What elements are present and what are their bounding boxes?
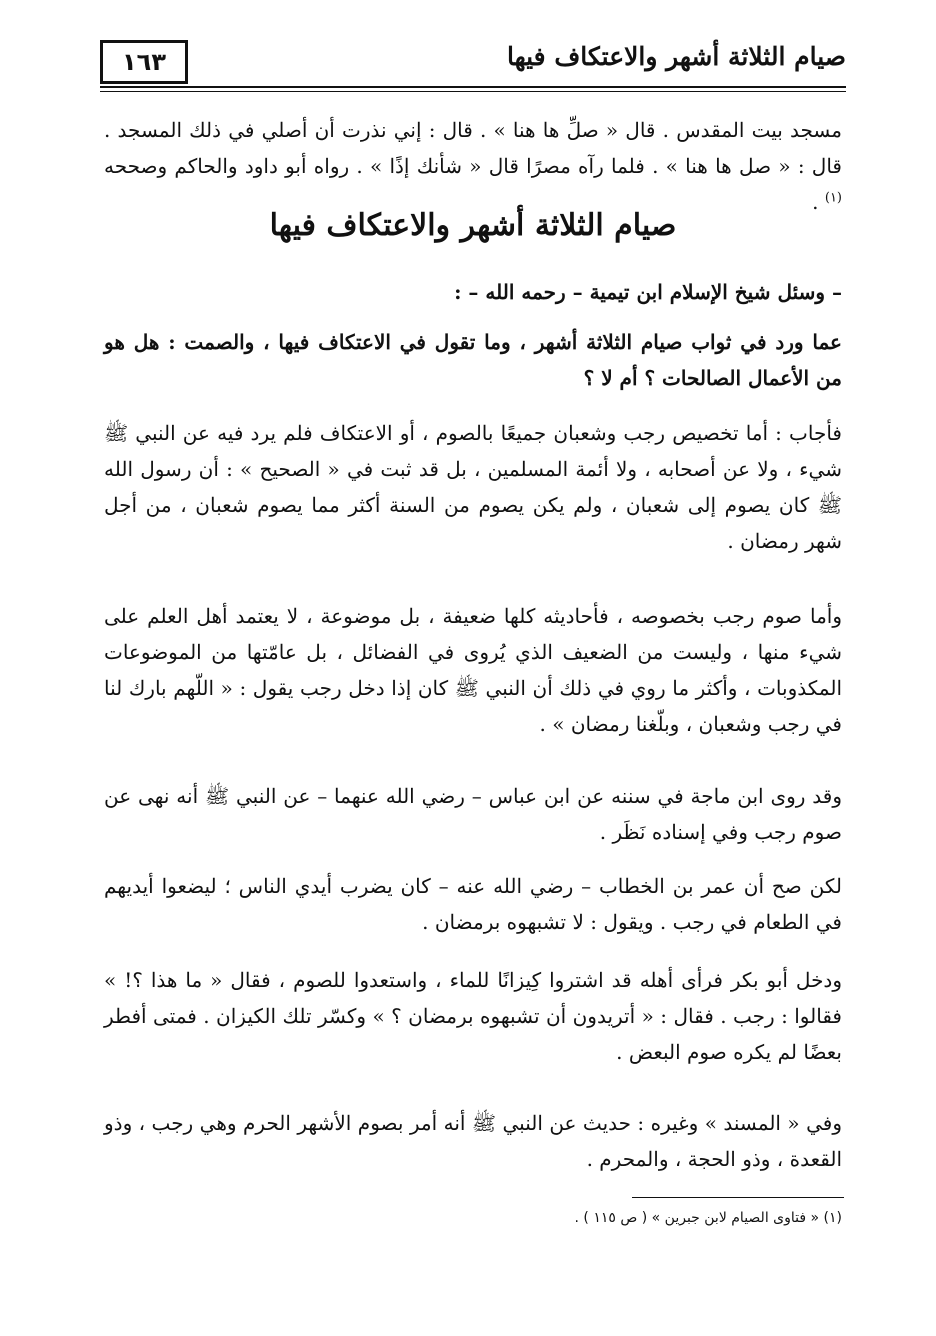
intro-end: . [812, 190, 825, 214]
rajab-paragraph: وأما صوم رجب بخصوصه ، فأحاديثه كلها ضعيفة ، بل موضوعة ، لا يعتمد أهل العلم على شيء منها ، وليست من الضعيف الذي يُروى في الفضائل ، بل عامّتها من الموضوعات المكذوبات ، وأكثر ما روي في ذلك أن النبي ﷺ كان إذا دخل رجب يقول : « اللّهم بارك لنا في رجب وشعبان ، وبلّغنا رمضان » . [104, 604, 843, 736]
footnote: (١) « فتاوى الصيام لابن جبرين » ( ص ١١٥ ) . [574, 1210, 842, 1226]
musnad-paragraph: وفي « المسند » وغيره : حديث عن النبي ﷺ أنه أمر بصوم الأشهر الحرم وهي رجب ، وذو القعدة ، وذو الحجة ، والمحرم . [104, 1111, 842, 1171]
ibn-majah-paragraph: وقد روى ابن ماجة في سننه عن ابن عباس – رضي الله عنهما – عن النبي ﷺ أنه نهى عن صوم رجب وفي إسناده نَظَر . [104, 784, 842, 844]
abu-bakr-paragraph: ودخل أبو بكر فرأى أهله قد اشتروا كِيزانًا للماء ، واستعدوا للصوم ، فقال « ما هذا ؟! » فقالوا : رجب . فقال : « أتريدون أن تشبهوه برمضان ؟ » وكسّر تلك الكيزان . فمتى أفطر بعضًا لم يكره صوم البعض . [104, 968, 842, 1064]
footnote-rule [632, 1197, 844, 1198]
intro-text: مسجد بيت المقدس . قال « صلِّ ها هنا » . قال : إني نذرت أن أصلي في ذلك المسجد . قال : « صل ها هنا » . فلما رآه مصرًا قال « شأنك إذًا » . رواه أبو داود والحاكم وصححه [104, 118, 842, 178]
answer-paragraph: فأجاب : أما تخصيص رجب وشعبان جميعًا بالصوم ، أو الاعتكاف فلم يرد فيه عن النبي ﷺ شيء ، ولا عن أصحابه ، ولا أئمة المسلمين ، بل قد ثبت في « الصحيح » : أن رسول الله ﷺ كان يصوم إلى شعبان ، ولم يكن يصوم من السنة أكثر مما يصوم شعبان ، من أجل شهر رمضان . [104, 421, 842, 553]
running-title: صيام الثلاثة أشهر والاعتكاف فيها [507, 42, 846, 71]
header-rule-thin [100, 91, 846, 92]
page-number: ١٦٣ [100, 40, 188, 84]
section-title: صيام الثلاثة أشهر والاعتكاف فيها [269, 208, 677, 243]
asked-line: – وسئل شيخ الإسلام ابن تيمية – رحمه الله – : [454, 280, 842, 304]
umar-paragraph: لكن صح أن عمر بن الخطاب – رضي الله عنه – كان يضرب أيدي الناس ؛ ليضعوا أيديهم في الطعام في رجب . ويقول : لا تشبهوه برمضان . [104, 874, 842, 934]
question-paragraph: عما ورد في ثواب صيام الثلاثة أشهر ، وما تقول في الاعتكاف فيها ، والصمت : هل هو من الأعمال الصالحات ؟ أم لا ؟ [104, 330, 842, 390]
footnote-reference: (١) [824, 190, 842, 206]
header-rule [100, 86, 846, 88]
